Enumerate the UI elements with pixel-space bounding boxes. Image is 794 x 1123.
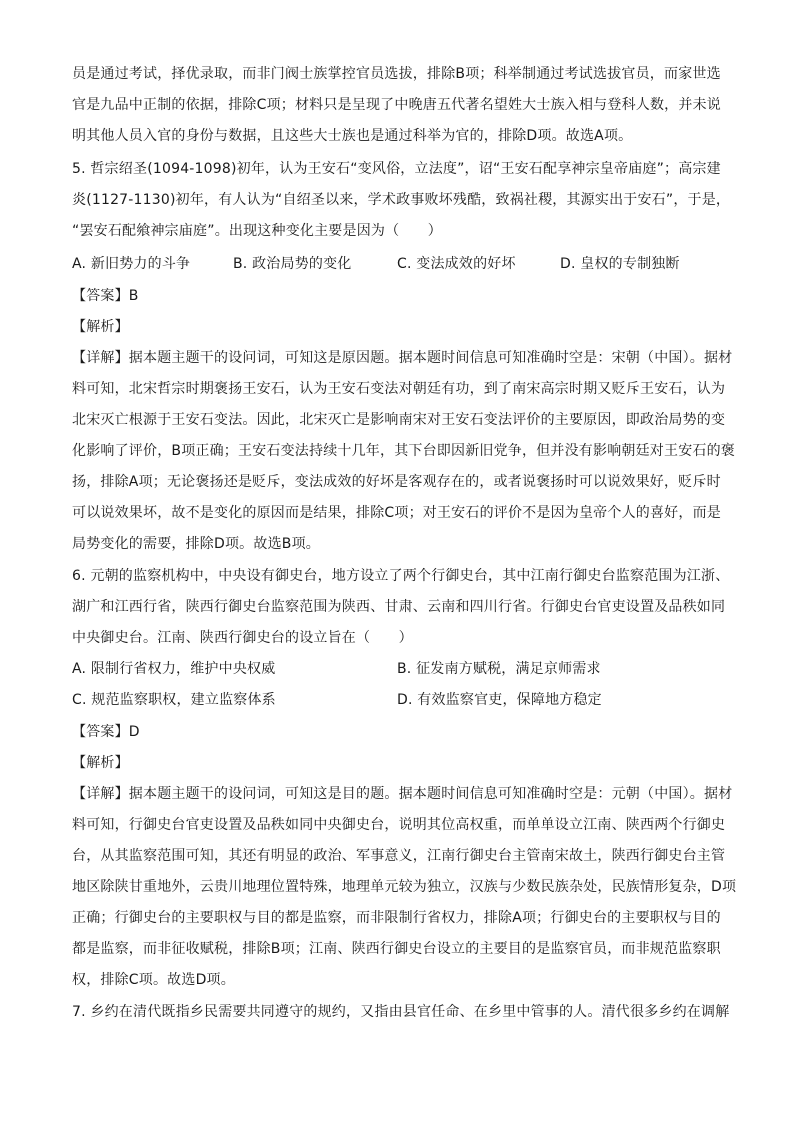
analysis-label: 【解析】 [72, 755, 129, 771]
explanation-line: 扬，排除A项；无论褒扬还是贬斥，变法成效的好坏是客观存在的，或者说褒扬时可以说效果好，贬斥时 [72, 474, 721, 490]
explanation-line: 【详解】据本题主题干的设问词，可知这是目的题。据本题时间信息可知准确时空是：元朝（中国）。据材 [72, 786, 733, 802]
explanation-line: 料可知，北宋哲宗时期褒扬王安石，认为王安石变法对朝廷有功，到了南宋高宗时期又贬斥王安石，认为 [72, 381, 726, 397]
question-6-stem: 湖广和江西行省，陕西行御史台监察范围为陕西、甘肃、云南和四川行省。行御史台官吏设置及品秩如同 [72, 599, 726, 615]
explanation-line: 都是监察，而非征收赋税，排除B项；江南、陕西行御史台设立的主要目的是监察官员，而非规范监察职 [72, 941, 721, 957]
text-line: 官是九品中正制的依据，排除C项；材料只是呈现了中晚唐五代著名望姓大士族入相与登科人数，并未说 [72, 97, 721, 113]
question-5-stem: “罢安石配飨神宗庙庭”。出现这种变化主要是因为（ ） [72, 223, 442, 239]
explanation-line: 局势变化的需要，排除D项。故选B项。 [72, 536, 320, 552]
explanation-line: 化影响了评价，B项正确；王安石变法持续十几年，其下台即因新旧党争，但并没有影响朝廷对王安石的褒 [72, 443, 736, 459]
text-line: 明其他人员入官的身份与数据，且这些大士族也是通过科举为官的，排除D项。故选A项。 [72, 128, 633, 144]
q6-option-d: D. 有效监察官吏，保障地方稳定 [397, 692, 602, 708]
q5-option-c: C. 变法成效的好坏 [397, 256, 516, 272]
question-5-stem: 炎(1127-1130)初年，有人认为“自绍圣以来，学术政事败坏残酷，致祸社稷，其源实出于安石”，于是， [72, 192, 731, 208]
explanation-line: 正确；行御史台的主要职权与目的都是监察，而非限制行省权力，排除A项；行御史台的主要职权与目的 [72, 910, 721, 926]
q6-option-b: B. 征发南方赋税，满足京师需求 [397, 661, 601, 677]
question-5-stem: 5. 哲宗绍圣(1094-1098)初年，认为王安石“变风俗，立法度”，诏“王安石配享神宗皇帝庙庭”；高宗建 [72, 161, 721, 177]
analysis-label: 【解析】 [72, 319, 129, 335]
answer-label: 【答案】D [72, 724, 140, 740]
question-7-stem: 7. 乡约在清代既指乡民需要共同遵守的规约，又指由县官任命、在乡里中管事的人。清代很多乡约在调解 [72, 1004, 730, 1020]
text-line: 员是通过考试，择优录取，而非门阀士族掌控官员选拔，排除B项；科举制通过考试选拔官员，而家世选 [72, 66, 721, 82]
answer-label: 【答案】B [72, 288, 139, 304]
question-6-stem: 中央御史台。江南、陕西行御史台的设立旨在（ ） [72, 630, 413, 646]
q5-option-b: B. 政治局势的变化 [233, 256, 352, 272]
explanation-line: 【详解】据本题主题干的设问词，可知这是原因题。据本题时间信息可知准确时空是：宋朝（中国）。据材 [72, 350, 733, 366]
explanation-line: 可以说效果坏，故不是变化的原因而是结果，排除C项；对王安石的评价不是因为皇帝个人的喜好，而是 [72, 505, 721, 521]
question-6-stem: 6. 元朝的监察机构中，中央设有御史台，地方设立了两个行御史台，其中江南行御史台监察范围为江浙、 [72, 568, 730, 584]
q6-option-a: A. 限制行省权力，维护中央权威 [72, 661, 276, 677]
explanation-line: 台，从其监察范围可知，其还有明显的政治、军事意义，江南行御史台主管南宋故土，陕西行御史台主管 [72, 848, 726, 864]
explanation-line: 权，排除C项。故选D项。 [72, 972, 235, 988]
explanation-line: 北宋灭亡根源于王安石变法。因此，北宋灭亡是影响南宋对王安石变法评价的主要原因，即政治局势的变 [72, 412, 726, 428]
q5-option-a: A. 新旧势力的斗争 [72, 256, 191, 272]
q6-option-c: C. 规范监察职权，建立监察体系 [72, 692, 276, 708]
explanation-line: 料可知，行御史台官吏设置及品秩如同中央御史台，说明其位高权重，而单单设立江南、陕西两个行御史 [72, 817, 726, 833]
q5-option-d: D. 皇权的专制独断 [560, 256, 680, 272]
explanation-line: 地区除陕甘重地外，云贵川地理位置特殊，地理单元较为独立，汉族与少数民族杂处，民族情形复杂，D项 [72, 879, 737, 895]
